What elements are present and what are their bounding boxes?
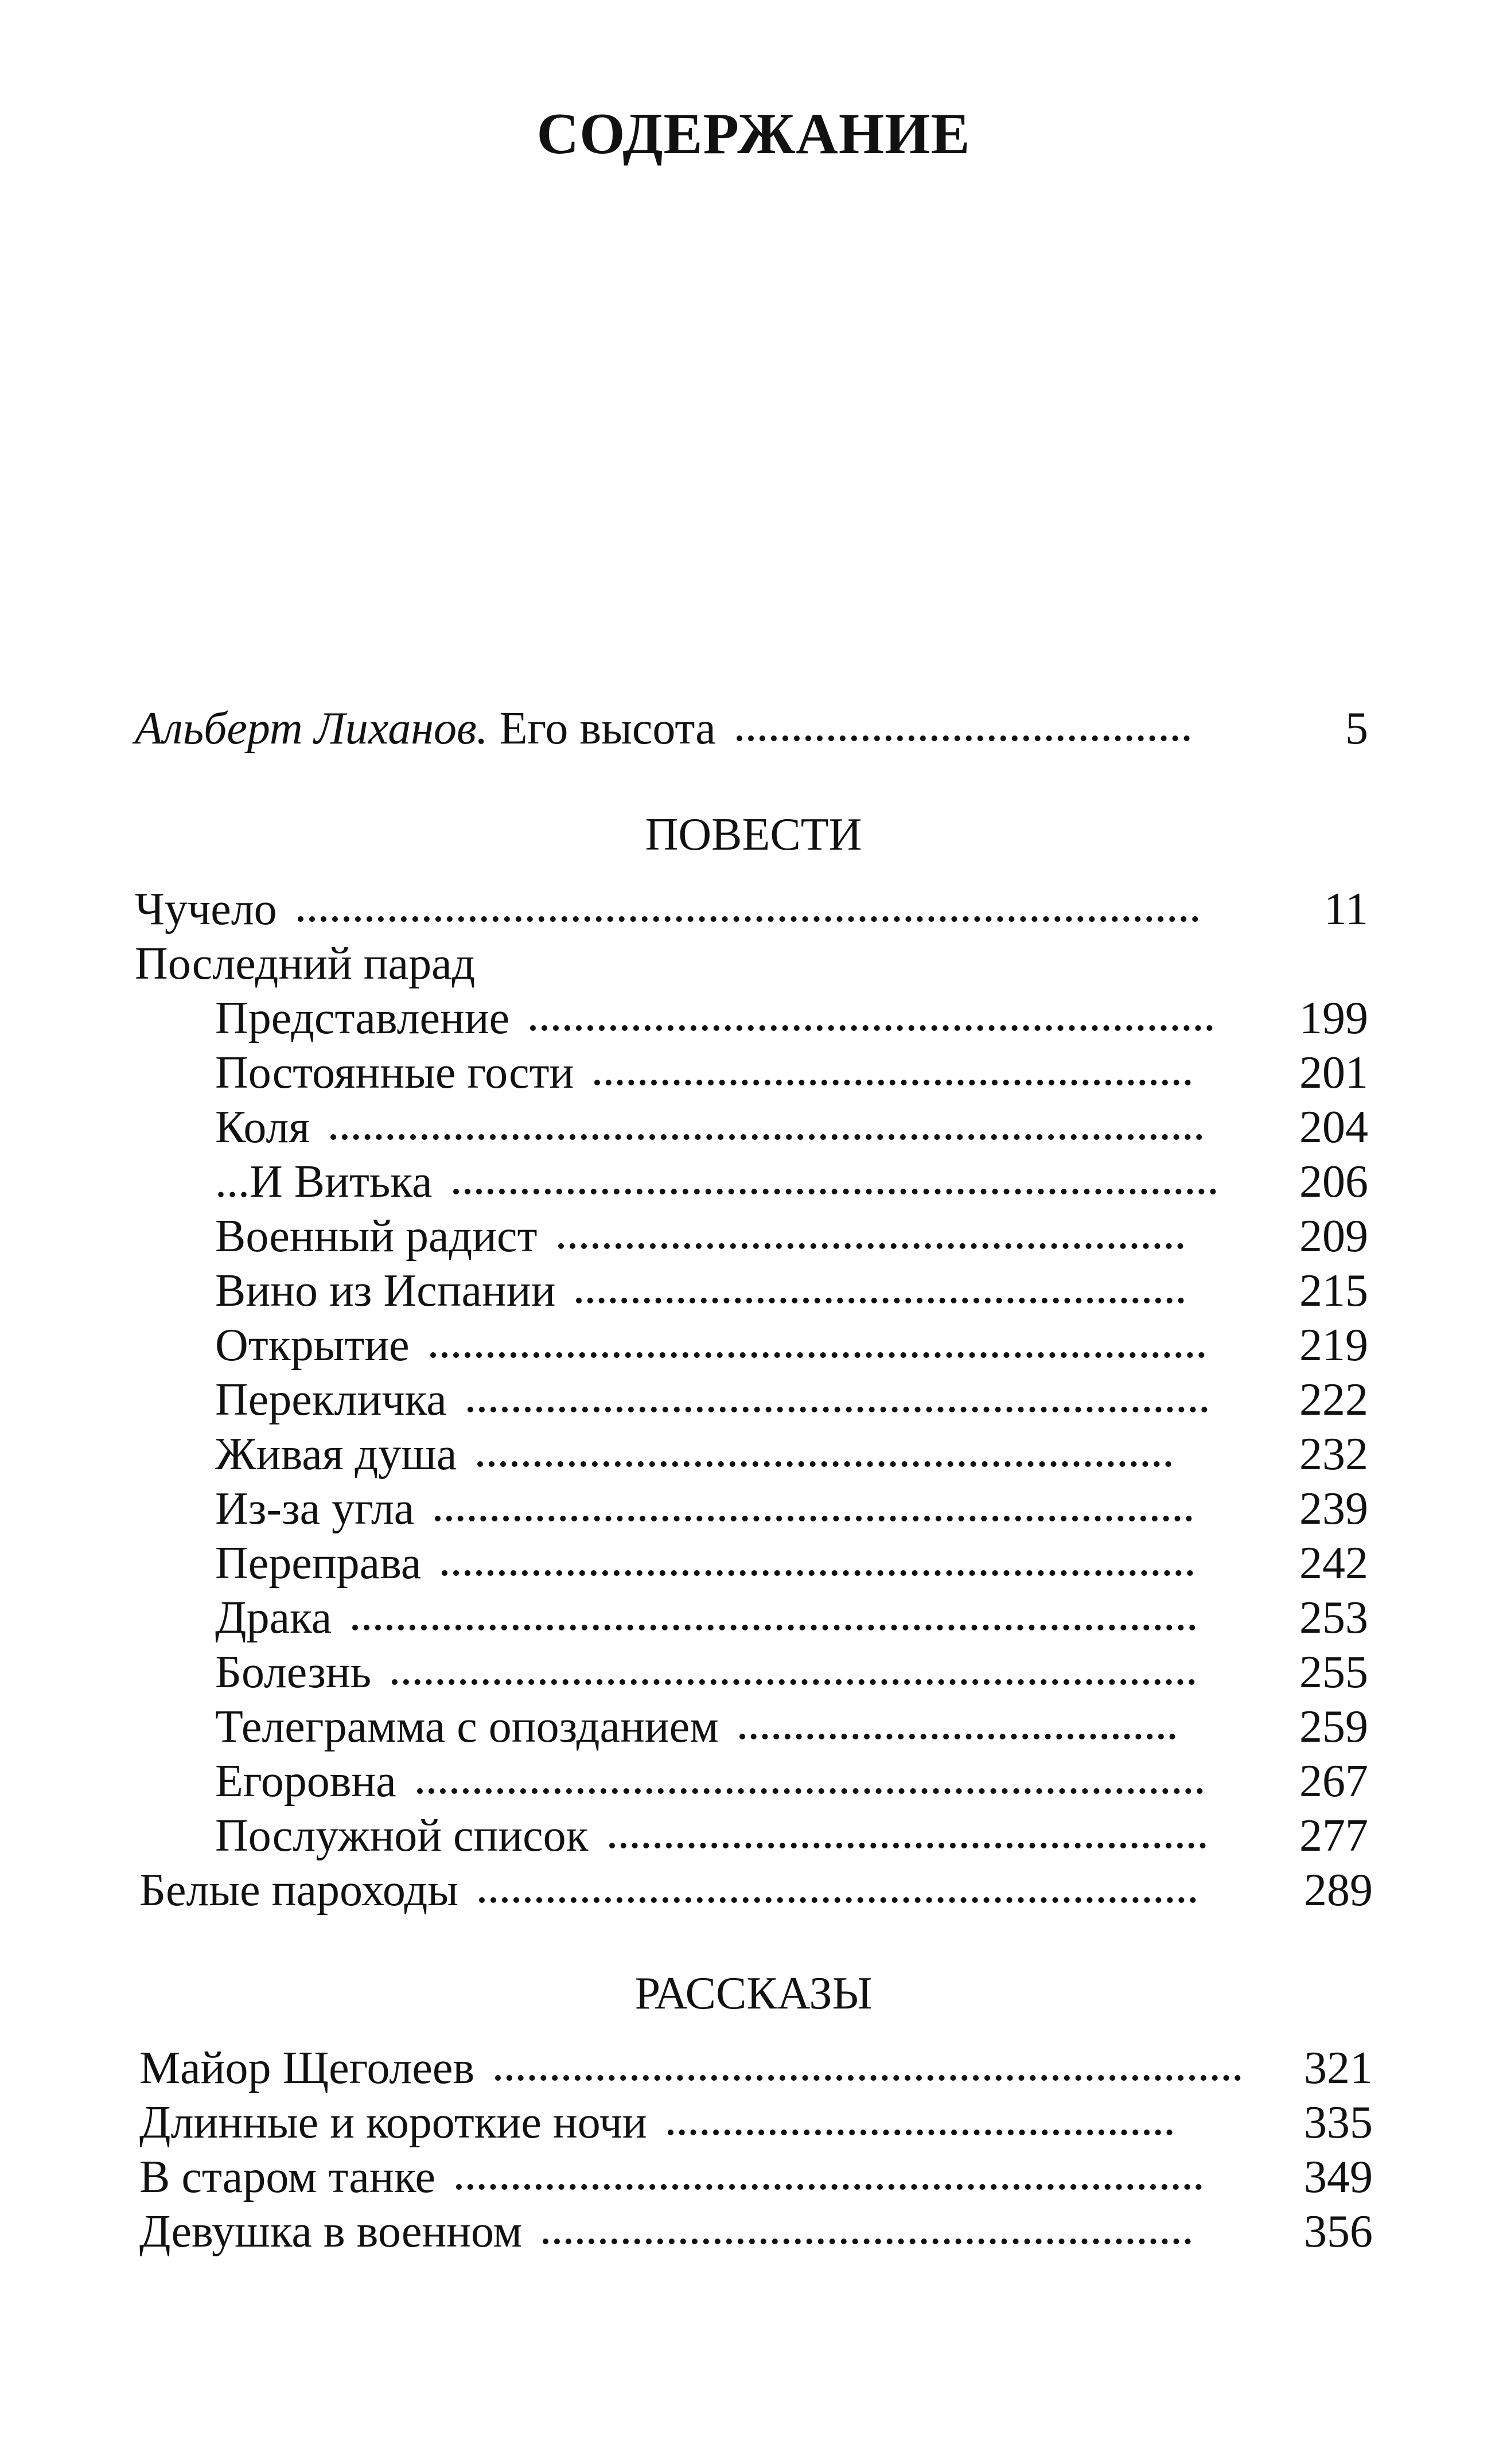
dot-leader bbox=[609, 1842, 1206, 1848]
dot-leader bbox=[737, 735, 1190, 741]
page-number: 199 bbox=[1299, 993, 1368, 1044]
section-heading-povesti: ПОВЕСТИ bbox=[645, 809, 862, 860]
toc-entry-chuchelo[interactable] bbox=[135, 883, 1368, 941]
page-number: 222 bbox=[1299, 1375, 1368, 1425]
dot-leader bbox=[430, 1352, 1205, 1358]
toc-entry-posledniy-parad[interactable] bbox=[135, 938, 1368, 995]
dot-leader bbox=[442, 1570, 1193, 1576]
page-number: 335 bbox=[1304, 2097, 1373, 2148]
entry-title: Переправа bbox=[215, 1538, 422, 1589]
page-number: 11 bbox=[1323, 884, 1368, 935]
page-number: 321 bbox=[1304, 2043, 1373, 2093]
page-number: 206 bbox=[1299, 1157, 1368, 1207]
dot-leader bbox=[479, 1897, 1196, 1903]
dot-leader bbox=[453, 1188, 1216, 1194]
toc-chapter-row[interactable] bbox=[215, 1592, 1368, 1649]
entry-title: В старом танке bbox=[139, 2152, 436, 2202]
page-number: 204 bbox=[1299, 1102, 1368, 1153]
entry-title: Болезнь bbox=[215, 1647, 372, 1698]
toc-chapter-row[interactable] bbox=[215, 1101, 1368, 1159]
toc-story-row[interactable] bbox=[139, 2042, 1373, 2100]
dot-leader bbox=[392, 1679, 1195, 1685]
dot-leader bbox=[558, 1243, 1183, 1249]
entry-title: Представление bbox=[215, 993, 510, 1044]
toc-entry-belye-parokhody[interactable] bbox=[139, 1864, 1373, 1922]
toc-chapter-row[interactable] bbox=[215, 1319, 1368, 1377]
toc-chapter-row[interactable] bbox=[215, 1047, 1368, 1104]
dot-leader bbox=[417, 1788, 1203, 1794]
entry-title: Длинные и короткие ночи bbox=[139, 2097, 647, 2148]
entry-title: Живая душа bbox=[215, 1429, 457, 1480]
dot-leader bbox=[576, 1297, 1184, 1303]
dot-leader bbox=[530, 1025, 1213, 1031]
intro-title: Его высота bbox=[499, 703, 716, 754]
toc-chapter-row[interactable] bbox=[215, 1755, 1368, 1813]
entry-title: Из-за угла bbox=[215, 1484, 415, 1534]
page-number: 232 bbox=[1299, 1429, 1368, 1480]
toc-story-row[interactable] bbox=[139, 2206, 1373, 2263]
toc-chapter-row[interactable] bbox=[215, 1374, 1368, 1431]
dot-leader bbox=[477, 1461, 1171, 1467]
toc-chapter-row[interactable] bbox=[215, 1156, 1368, 1213]
page-number: 201 bbox=[1299, 1048, 1368, 1098]
entry-title: Девушка в военном bbox=[139, 2206, 523, 2257]
dot-leader bbox=[330, 1134, 1202, 1140]
section-heading-rasskazy: РАССКАЗЫ bbox=[634, 1968, 873, 2019]
entry-title: Майор Щеголеев bbox=[139, 2043, 475, 2093]
entry-title: Открытие bbox=[215, 1320, 410, 1371]
dot-leader bbox=[298, 916, 1198, 922]
toc-story-row[interactable] bbox=[139, 2097, 1373, 2154]
page-number: 219 bbox=[1299, 1320, 1368, 1371]
dot-leader bbox=[668, 2129, 1173, 2135]
page-number: 259 bbox=[1299, 1702, 1368, 1752]
page-number: 349 bbox=[1304, 2152, 1373, 2202]
toc-chapter-row[interactable] bbox=[215, 1428, 1368, 1486]
page-number: 215 bbox=[1299, 1266, 1368, 1316]
page-number: 239 bbox=[1299, 1484, 1368, 1534]
intro-author: Альберт Лиханов. bbox=[135, 703, 488, 754]
page-number: 255 bbox=[1299, 1647, 1368, 1698]
entry-title: Драка bbox=[215, 1593, 332, 1643]
dot-leader bbox=[543, 2238, 1191, 2244]
dot-leader bbox=[435, 1515, 1192, 1521]
dot-leader bbox=[456, 2183, 1202, 2190]
dot-leader bbox=[495, 2074, 1241, 2081]
toc-chapter-row[interactable] bbox=[215, 1701, 1368, 1758]
entry-title: Последний парад bbox=[135, 939, 476, 989]
dot-leader bbox=[594, 1079, 1191, 1085]
toc-chapter-row[interactable] bbox=[215, 1537, 1368, 1595]
toc-chapter-row[interactable] bbox=[215, 1483, 1368, 1540]
toc-chapter-row[interactable] bbox=[215, 992, 1368, 1050]
dot-leader bbox=[352, 1624, 1196, 1630]
page-number: 267 bbox=[1299, 1756, 1368, 1807]
page-number: 356 bbox=[1304, 2206, 1373, 2257]
toc-entry-intro[interactable] bbox=[135, 703, 1368, 760]
toc-chapter-row[interactable] bbox=[215, 1810, 1368, 1867]
entry-title: Послужной список bbox=[215, 1811, 589, 1861]
dot-leader bbox=[739, 1733, 1175, 1739]
page-title: СОДЕРЖАНИЕ bbox=[536, 102, 971, 166]
page-number: 209 bbox=[1299, 1211, 1368, 1262]
toc-chapter-row[interactable] bbox=[215, 1646, 1368, 1704]
toc-chapter-row[interactable] bbox=[215, 1265, 1368, 1322]
entry-title: Военный радист bbox=[215, 1211, 538, 1262]
entry-title: Телеграмма с опозданием bbox=[215, 1702, 719, 1752]
entry-title: Постоянные гости bbox=[215, 1048, 574, 1098]
entry-title: ...И Витька bbox=[215, 1157, 433, 1207]
page-number: 289 bbox=[1304, 1865, 1373, 1916]
entry-title: Белые пароходы bbox=[139, 1865, 459, 1916]
entry-title: Чучело bbox=[135, 884, 277, 935]
page-number: 242 bbox=[1299, 1538, 1368, 1589]
page-number: 253 bbox=[1299, 1593, 1368, 1643]
entry-title: Егоровна bbox=[215, 1756, 396, 1807]
entry-title: Перекличка bbox=[215, 1375, 447, 1425]
page-number: 277 bbox=[1299, 1811, 1368, 1861]
entry-title: Коля bbox=[215, 1102, 310, 1153]
toc-chapter-row[interactable] bbox=[215, 1210, 1368, 1268]
dot-leader bbox=[468, 1406, 1208, 1412]
toc-story-row[interactable] bbox=[139, 2151, 1373, 2209]
page-number: 5 bbox=[1345, 703, 1368, 754]
entry-title: Вино из Испании bbox=[215, 1266, 556, 1316]
